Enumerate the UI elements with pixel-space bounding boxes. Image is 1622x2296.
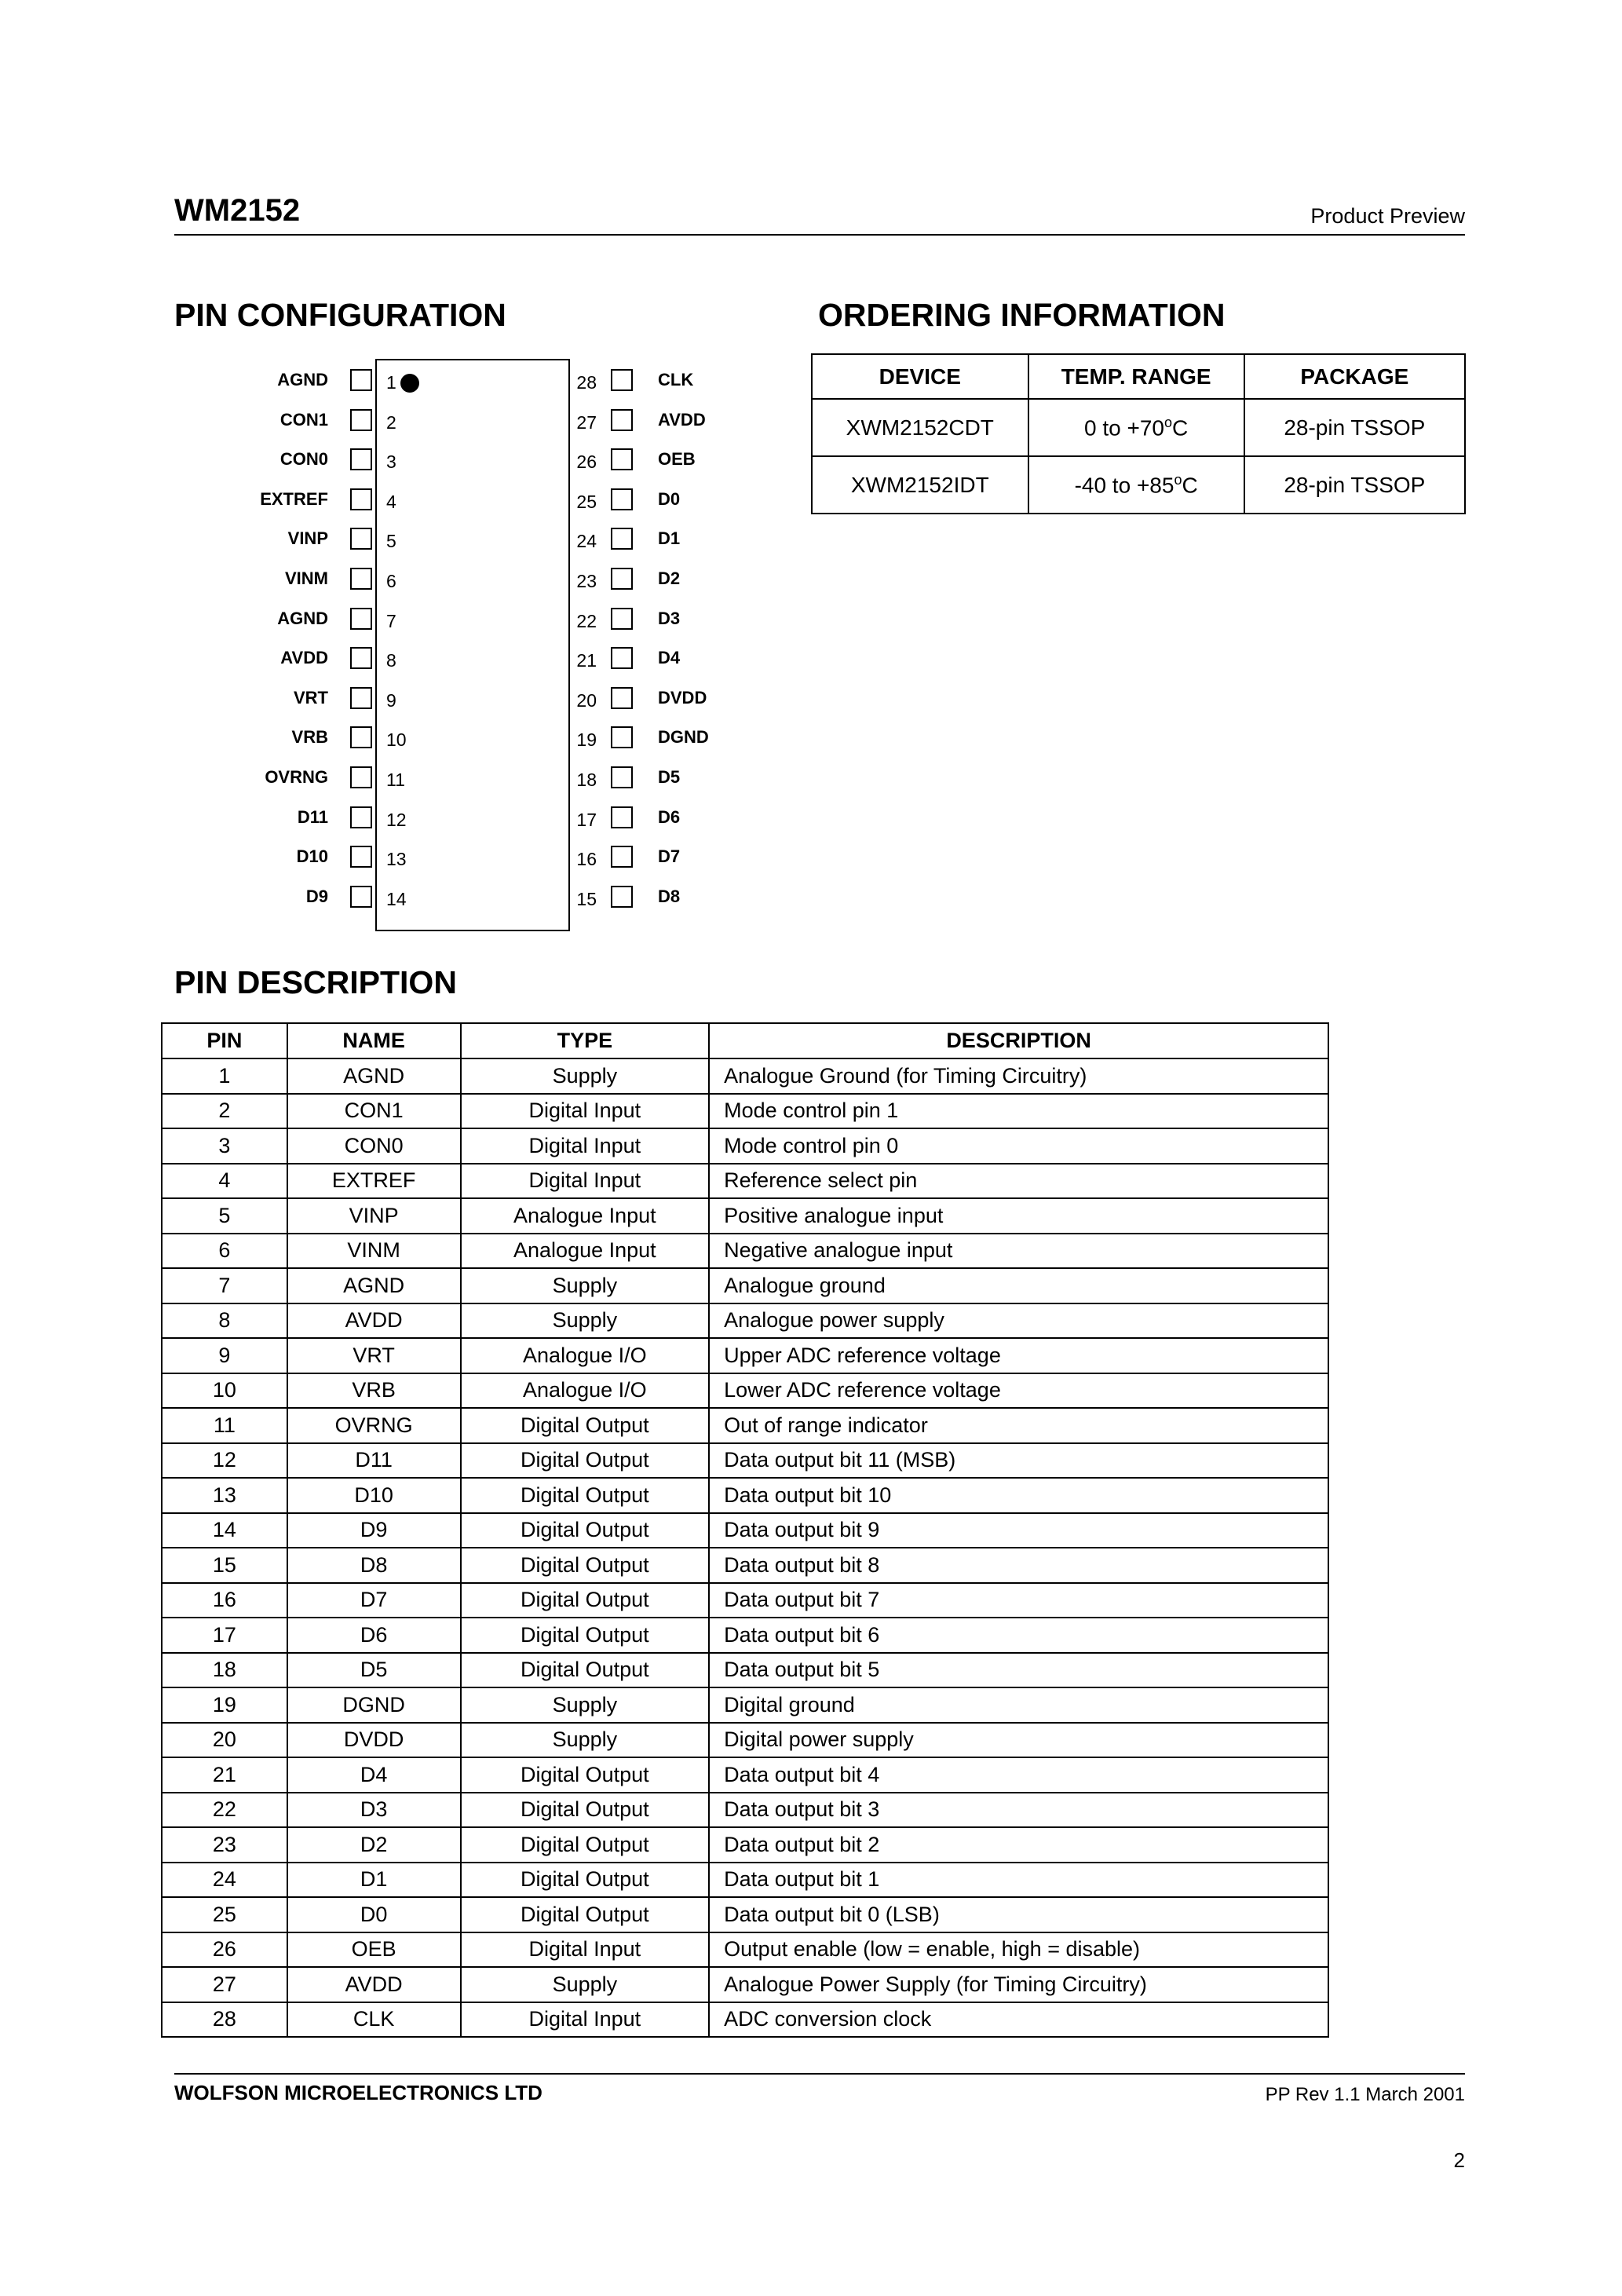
pin-number: 27 (576, 411, 597, 433)
description-cell: Lower ADC reference voltage (709, 1373, 1328, 1409)
description-cell: Mode control pin 1 (709, 1094, 1328, 1129)
type-cell: Supply (461, 1268, 710, 1303)
name-cell: DVDD (287, 1723, 461, 1758)
pin-cell: 10 (162, 1373, 287, 1409)
description-cell: Data output bit 11 (MSB) (709, 1443, 1328, 1479)
degree-mark: o (1174, 471, 1182, 488)
ordering-table (811, 353, 1466, 514)
type-cell: Digital Input (461, 1094, 710, 1129)
table-row (162, 1967, 1328, 2002)
table-row (162, 1583, 1328, 1618)
type-cell: Analogue I/O (461, 1338, 710, 1373)
pin-lead (350, 886, 372, 908)
name-cell: VRT (287, 1338, 461, 1373)
table-row (162, 1373, 1328, 1409)
table-row (162, 1793, 1328, 1828)
pin-cell: 8 (162, 1303, 287, 1339)
description-cell: Digital ground (709, 1687, 1328, 1723)
document-title: WM2152 (174, 193, 301, 228)
pin-cell: 25 (162, 1897, 287, 1932)
pin-number: 23 (576, 571, 597, 591)
name-cell: D2 (287, 1827, 461, 1863)
table-row (162, 1198, 1328, 1234)
pin-lead (611, 409, 633, 431)
pin-label: VINM (285, 569, 328, 588)
name-cell: D10 (287, 1478, 461, 1513)
pin-label: AGND (277, 608, 328, 628)
pin-cell: 12 (162, 1443, 287, 1479)
pin-label: D11 (297, 806, 328, 827)
pin-lead (611, 448, 633, 470)
name-cell: D0 (287, 1897, 461, 1932)
name-cell: CON1 (287, 1094, 461, 1129)
pin-number: 25 (576, 491, 597, 512)
pin-number: 13 (386, 849, 407, 870)
type-cell: Supply (461, 1967, 710, 2002)
pin-cell: 27 (162, 1967, 287, 2002)
name-cell: DGND (287, 1687, 461, 1723)
ordering-header-row (812, 354, 1465, 399)
pin-number: 1 (386, 372, 396, 393)
col-type: TYPE (461, 1023, 710, 1058)
description-cell: Data output bit 10 (709, 1478, 1328, 1513)
name-cell: D1 (287, 1863, 461, 1898)
temp-range-value: 0 to +70 (1084, 415, 1164, 441)
type-cell: Digital Output (461, 1653, 710, 1688)
type-cell: Digital Output (461, 1793, 710, 1828)
name-cell: OEB (287, 1932, 461, 1968)
type-cell: Digital Output (461, 1863, 710, 1898)
pin-label: D6 (658, 806, 681, 827)
pin-cell: 16 (162, 1583, 287, 1618)
footer-rule (174, 2073, 1465, 2075)
pin-cell: 13 (162, 1478, 287, 1513)
pin-lead (611, 608, 633, 630)
type-cell: Digital Input (461, 2002, 710, 2038)
pin-lead (350, 608, 372, 630)
description-cell: Data output bit 4 (709, 1757, 1328, 1793)
pin-cell: 26 (162, 1932, 287, 1968)
type-cell: Digital Output (461, 1827, 710, 1863)
device-cell: XWM2152CDT (812, 399, 1028, 456)
type-cell: Digital Input (461, 1164, 710, 1199)
name-cell: D7 (287, 1583, 461, 1618)
ordering-row (812, 456, 1465, 514)
pin-number: 3 (386, 452, 396, 473)
type-cell: Analogue Input (461, 1234, 710, 1269)
pin-label: AVDD (658, 409, 706, 430)
description-cell: Data output bit 1 (709, 1863, 1328, 1898)
description-cell: Positive analogue input (709, 1198, 1328, 1234)
name-cell: D3 (287, 1793, 461, 1828)
name-cell: CLK (287, 2002, 461, 2038)
type-cell: Digital Input (461, 1128, 710, 1164)
col-temp-range: TEMP. RANGE (1028, 354, 1244, 399)
pin-lead (350, 568, 372, 590)
document-status: Product Preview (1310, 204, 1465, 228)
package-cell: 28-pin TSSOP (1244, 456, 1465, 514)
pin-label: EXTREF (260, 488, 328, 509)
table-row (162, 1268, 1328, 1303)
type-cell: Digital Output (461, 1408, 710, 1443)
type-cell: Digital Output (461, 1443, 710, 1479)
pin-label: D3 (658, 608, 681, 628)
pin-label: DGND (658, 727, 709, 748)
name-cell: AGND (287, 1058, 461, 1094)
pin-configuration-heading: PIN CONFIGURATION (174, 297, 506, 333)
name-cell: D6 (287, 1618, 461, 1653)
pin-label: D1 (658, 528, 681, 549)
pin-label: OVRNG (265, 767, 328, 787)
description-cell: Analogue Ground (for Timing Circuitry) (709, 1058, 1328, 1094)
pin-cell: 1 (162, 1058, 287, 1094)
temp-range-value: -40 to +85 (1074, 473, 1174, 498)
col-device: DEVICE (812, 354, 1028, 399)
type-cell: Analogue I/O (461, 1373, 710, 1409)
ordering-row (812, 399, 1465, 456)
description-cell: Negative analogue input (709, 1234, 1328, 1269)
table-row (162, 1164, 1328, 1199)
pin-label: VRB (291, 727, 328, 748)
pin-description-table (161, 1022, 1329, 2038)
table-row (162, 1094, 1328, 1129)
type-cell: Supply (461, 1303, 710, 1339)
pin-cell: 28 (162, 2002, 287, 2038)
pin-lead (350, 806, 372, 828)
type-cell: Digital Input (461, 1932, 710, 1968)
name-cell: AVDD (287, 1967, 461, 2002)
pin-cell: 15 (162, 1548, 287, 1583)
pin-label: CON1 (279, 409, 328, 430)
pin-lead (611, 369, 633, 391)
pin-label: D9 (305, 886, 328, 906)
pin-cell: 5 (162, 1198, 287, 1234)
type-cell: Supply (461, 1687, 710, 1723)
pin-lead (611, 726, 633, 748)
type-cell: Analogue Input (461, 1198, 710, 1234)
pin-label: D5 (658, 767, 681, 787)
pin-lead (611, 687, 633, 709)
temp-unit: C (1182, 473, 1198, 498)
pin-cell: 7 (162, 1268, 287, 1303)
pin-lead (350, 846, 372, 868)
name-cell: CON0 (287, 1128, 461, 1164)
col-package: PACKAGE (1244, 354, 1465, 399)
pin-lead (350, 369, 372, 391)
pin-number: 24 (576, 531, 597, 552)
description-cell: Data output bit 7 (709, 1583, 1328, 1618)
table-row (162, 1338, 1328, 1373)
pin-label: OEB (658, 449, 696, 470)
table-row (162, 1863, 1328, 1898)
pin-lead (350, 687, 372, 709)
type-cell: Supply (461, 1723, 710, 1758)
page-number: 2 (1453, 2148, 1465, 2172)
pin-number: 4 (386, 491, 396, 512)
pin-cell: 9 (162, 1338, 287, 1373)
pin-number: 10 (386, 729, 407, 751)
pin-number: 5 (386, 531, 396, 552)
type-cell: Digital Output (461, 1583, 710, 1618)
pin-label: D8 (658, 886, 681, 906)
description-cell: Data output bit 6 (709, 1618, 1328, 1653)
pin-number: 28 (576, 372, 597, 393)
pin-description-heading: PIN DESCRIPTION (174, 964, 457, 1000)
pin-cell: 6 (162, 1234, 287, 1269)
pin-label: AVDD (280, 648, 328, 668)
footer-revision: PP Rev 1.1 March 2001 (1265, 2084, 1465, 2105)
pin-lead (611, 488, 633, 510)
pin-number: 19 (576, 729, 597, 751)
pin-label: AGND (277, 370, 328, 389)
type-cell: Digital Output (461, 1548, 710, 1583)
name-cell: D11 (287, 1443, 461, 1479)
description-cell: Data output bit 5 (709, 1653, 1328, 1688)
device-cell: XWM2152IDT (812, 456, 1028, 514)
pin-number: 6 (386, 571, 396, 591)
table-row (162, 1618, 1328, 1653)
pin-lead (611, 568, 633, 590)
table-row (162, 1897, 1328, 1932)
name-cell: EXTREF (287, 1164, 461, 1199)
description-cell: Data output bit 8 (709, 1548, 1328, 1583)
description-cell: Output enable (low = enable, high = disable) (709, 1932, 1328, 1968)
pin-number: 7 (386, 610, 396, 631)
table-row (162, 1408, 1328, 1443)
name-cell: VINP (287, 1198, 461, 1234)
pin-lead (611, 886, 633, 908)
col-pin: PIN (162, 1023, 287, 1058)
ordering-information-heading: ORDERING INFORMATION (818, 297, 1226, 333)
pin-lead (611, 766, 633, 788)
description-cell: Upper ADC reference voltage (709, 1338, 1328, 1373)
type-cell: Digital Output (461, 1897, 710, 1932)
description-cell: Data output bit 3 (709, 1793, 1328, 1828)
name-cell: AVDD (287, 1303, 461, 1339)
type-cell: Digital Output (461, 1618, 710, 1653)
pin-lead (350, 647, 372, 669)
table-row (162, 1757, 1328, 1793)
table-row (162, 1234, 1328, 1269)
pin-label: D10 (296, 846, 328, 867)
pin1-marker (400, 374, 419, 393)
header-rule (174, 234, 1465, 236)
type-cell: Supply (461, 1058, 710, 1094)
description-cell: Analogue ground (709, 1268, 1328, 1303)
name-cell: D5 (287, 1653, 461, 1688)
table-row (162, 1653, 1328, 1688)
name-cell: OVRNG (287, 1408, 461, 1443)
table-row (162, 1303, 1328, 1339)
pin-label: CLK (658, 370, 694, 389)
table-row (162, 1687, 1328, 1723)
pin-label: VINP (287, 528, 328, 549)
pin-cell: 22 (162, 1793, 287, 1828)
table-row (162, 2002, 1328, 2038)
name-cell: D4 (287, 1757, 461, 1793)
pin-number: 14 (386, 888, 407, 909)
pin-lead (611, 647, 633, 669)
pin-label: D2 (658, 569, 681, 588)
pin-cell: 17 (162, 1618, 287, 1653)
pin-number: 20 (576, 689, 597, 711)
pin-label: D4 (658, 648, 681, 668)
pin-number: 17 (576, 809, 597, 830)
description-cell: Data output bit 0 (LSB) (709, 1897, 1328, 1932)
description-cell: ADC conversion clock (709, 2002, 1328, 2038)
pin-label: CON0 (279, 449, 328, 470)
pin-label: DVDD (658, 687, 707, 707)
temp-range-cell (1028, 399, 1244, 456)
name-cell: D8 (287, 1548, 461, 1583)
pin-number: 15 (576, 888, 597, 909)
pin-number: 12 (386, 809, 407, 830)
description-cell: Digital power supply (709, 1723, 1328, 1758)
table-row (162, 1827, 1328, 1863)
description-cell: Mode control pin 0 (709, 1128, 1328, 1164)
type-cell: Digital Output (461, 1513, 710, 1548)
pin-number: 21 (576, 650, 597, 671)
description-cell: Analogue power supply (709, 1303, 1328, 1339)
pin-number: 26 (576, 452, 597, 473)
pin-number: 16 (576, 849, 597, 870)
pin-number: 2 (386, 411, 396, 433)
name-cell: D9 (287, 1513, 461, 1548)
table-row (162, 1548, 1328, 1583)
pin-label: D7 (658, 846, 681, 867)
pin-lead (611, 846, 633, 868)
pin-cell: 18 (162, 1653, 287, 1688)
pin-lead (611, 528, 633, 550)
pin-lead (350, 448, 372, 470)
pin-table-header-row (162, 1023, 1328, 1058)
table-row (162, 1723, 1328, 1758)
chip-outline (375, 359, 570, 931)
description-cell: Data output bit 9 (709, 1513, 1328, 1548)
pin-cell: 2 (162, 1094, 287, 1129)
table-row (162, 1478, 1328, 1513)
pin-number: 22 (576, 610, 597, 631)
name-cell: VRB (287, 1373, 461, 1409)
temp-unit: C (1172, 415, 1189, 441)
pin-lead (350, 528, 372, 550)
pin-number: 8 (386, 650, 396, 671)
description-cell: Out of range indicator (709, 1408, 1328, 1443)
pin-cell: 14 (162, 1513, 287, 1548)
pin-cell: 20 (162, 1723, 287, 1758)
pin-lead (350, 726, 372, 748)
pin-lead (350, 409, 372, 431)
pin-label: VRT (294, 687, 328, 707)
pin-cell: 11 (162, 1408, 287, 1443)
pin-label: D0 (658, 488, 681, 509)
description-cell: Reference select pin (709, 1164, 1328, 1199)
type-cell: Digital Output (461, 1478, 710, 1513)
pin-number: 18 (576, 770, 597, 790)
type-cell: Digital Output (461, 1757, 710, 1793)
description-cell: Data output bit 2 (709, 1827, 1328, 1863)
col-description: DESCRIPTION (709, 1023, 1328, 1058)
table-row (162, 1932, 1328, 1968)
description-cell: Analogue Power Supply (for Timing Circuitry) (709, 1967, 1328, 2002)
pin-cell: 21 (162, 1757, 287, 1793)
table-row (162, 1513, 1328, 1548)
pin-lead (611, 806, 633, 828)
table-row (162, 1058, 1328, 1094)
table-row (162, 1443, 1328, 1479)
name-cell: AGND (287, 1268, 461, 1303)
pin-cell: 19 (162, 1687, 287, 1723)
pin-number: 11 (386, 770, 405, 790)
package-cell: 28-pin TSSOP (1244, 399, 1465, 456)
name-cell: VINM (287, 1234, 461, 1269)
pin-lead (350, 488, 372, 510)
pin-cell: 23 (162, 1827, 287, 1863)
degree-mark: o (1164, 414, 1172, 430)
temp-range-cell (1028, 456, 1244, 514)
pin-cell: 24 (162, 1863, 287, 1898)
table-row (162, 1128, 1328, 1164)
pin-cell: 3 (162, 1128, 287, 1164)
footer-company: WOLFSON MICROELECTRONICS LTD (174, 2081, 542, 2104)
pin-cell: 4 (162, 1164, 287, 1199)
pin-lead (350, 766, 372, 788)
pin-number: 9 (386, 689, 396, 711)
col-name: NAME (287, 1023, 461, 1058)
